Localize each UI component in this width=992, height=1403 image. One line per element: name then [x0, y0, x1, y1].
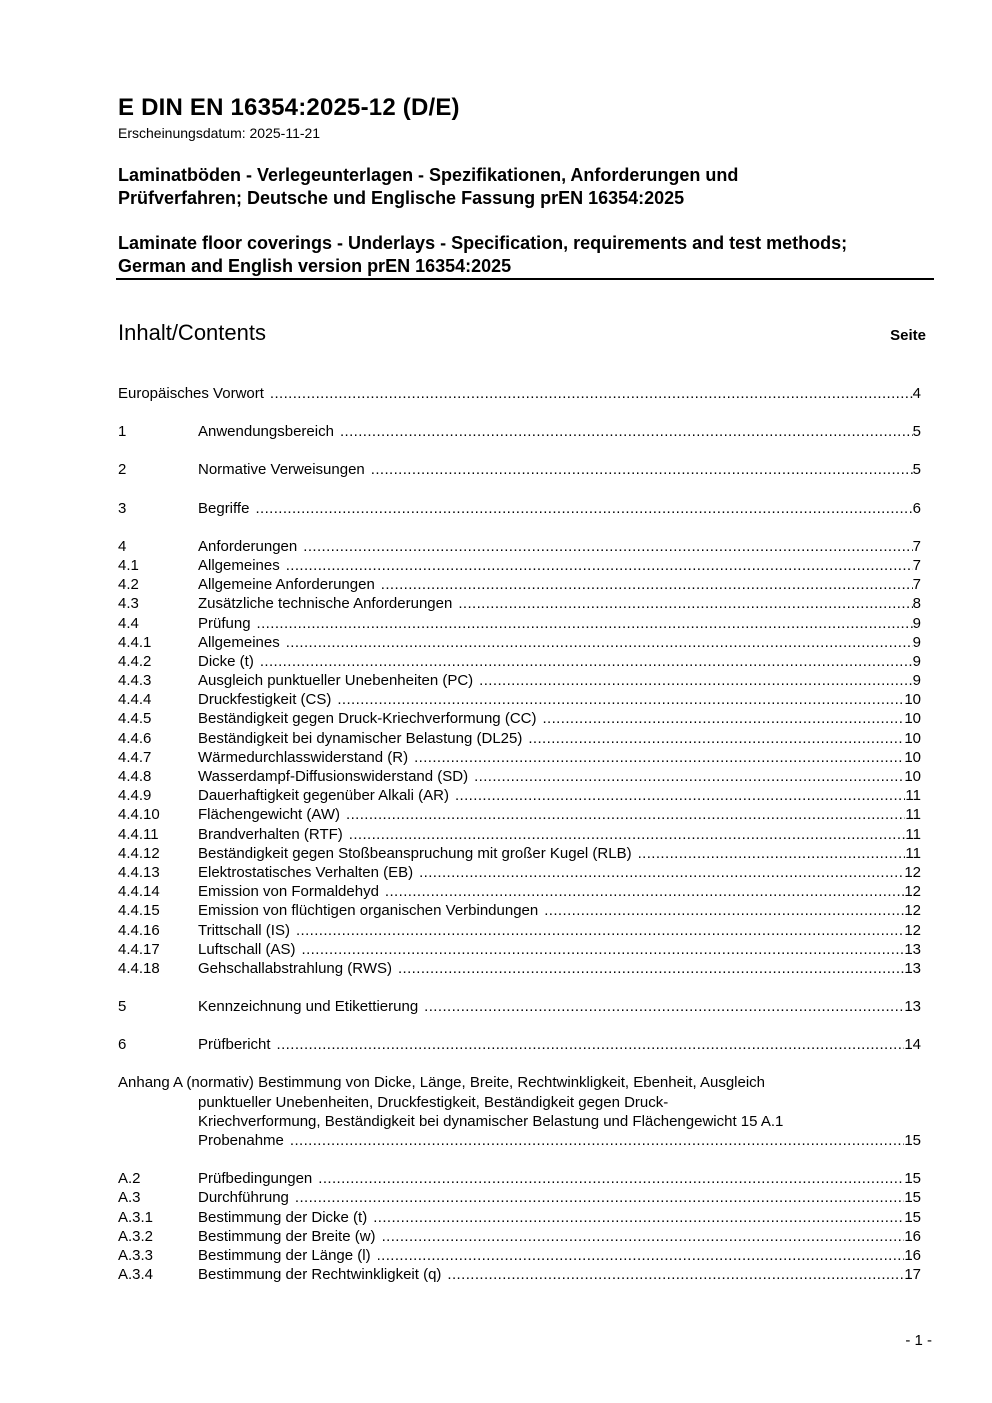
toc-entry-number: 4.4.12 — [118, 844, 160, 862]
toc-entry[interactable] — [118, 1169, 921, 1188]
toc-entry-page: 12 — [904, 883, 921, 901]
toc-entry-title: Durchführung — [198, 1189, 289, 1207]
toc-entry-page: 11 — [905, 844, 921, 862]
toc-entry-page: 10 — [904, 768, 921, 785]
toc-dot-leader — [449, 786, 905, 805]
toc-entry-title: Anwendungsbereich — [198, 423, 334, 441]
toc-entry-number: 4.4.11 — [118, 825, 159, 843]
toc-entry-page: 6 — [912, 499, 921, 517]
toc-entry[interactable] — [118, 959, 921, 978]
toc-entry-title: Beständigkeit gegen Druck-Kriechverformung (CC) — [198, 710, 537, 728]
toc-entry-page: 5 — [912, 461, 921, 479]
toc-entry[interactable] — [118, 863, 921, 882]
toc-entry-number: 4.4.15 — [118, 902, 160, 920]
toc-entry-page: 11 — [905, 787, 921, 805]
table-of-contents — [118, 384, 921, 1284]
toc-entry-title: Gehschallabstrahlung (RWS) — [198, 959, 392, 977]
toc-entry-title: Europäisches Vorwort — [118, 385, 264, 402]
annex-line-2: punktueller Unebenheiten, Druckfestigkeit, Beständigkeit gegen Druck- — [198, 1093, 669, 1111]
toc-entry-page: 9 — [912, 614, 921, 632]
toc-dot-leader — [392, 959, 904, 978]
toc-entry-number: 4.4.2 — [118, 652, 152, 670]
toc-entry-number: 4.4 — [118, 614, 139, 632]
toc-entry[interactable] — [118, 901, 921, 920]
toc-dot-leader — [367, 1208, 904, 1227]
annex-line-3: Kriechverformung, Beständigkeit bei dynamischer Belastung und Flächengewicht 15 A.1 — [198, 1112, 784, 1130]
toc-entry-title: Kennzeichnung und Etikettierung — [198, 998, 419, 1016]
toc-entry-title: Beständigkeit gegen Stoßbeanspruchung mit großer Kugel (RLB) — [198, 844, 632, 862]
toc-entry-page: 8 — [912, 595, 921, 613]
toc-dot-leader — [408, 748, 904, 767]
toc-entry-title: Brandverhalten (RTF) — [198, 825, 343, 843]
toc-entry-number: 4 — [118, 537, 127, 555]
annex-line-1: Anhang A (normativ) Bestimmung von Dicke, Länge, Breite, Rechtwinkligkeit, Ebenheit, Ausgleich — [118, 1074, 766, 1092]
toc-dot-leader — [468, 767, 904, 786]
toc-entry-title: Bestimmung der Länge (l) — [198, 1246, 371, 1264]
toc-entry-page: 9 — [912, 672, 921, 690]
toc-dot-leader — [379, 882, 904, 901]
page-column-label: Seite — [890, 327, 926, 344]
toc-entry-number: 2 — [118, 461, 127, 479]
toc-dot-leader — [249, 499, 912, 518]
toc-entry-page: 9 — [912, 652, 921, 670]
toc-entry[interactable] — [118, 537, 921, 556]
toc-entry[interactable] — [118, 556, 921, 575]
toc-entry[interactable] — [118, 671, 921, 690]
toc-entry-title: Bestimmung der Dicke (t) — [198, 1208, 368, 1226]
toc-entry-title: Beständigkeit bei dynamischer Belastung (DL25) — [198, 729, 523, 747]
toc-dot-leader — [375, 575, 913, 594]
publication-date: Erscheinungsdatum: 2025-11-21 — [118, 125, 321, 141]
toc-entry-page: 10 — [904, 729, 921, 747]
toc-dot-leader — [331, 690, 904, 709]
toc-dot-leader — [371, 1246, 905, 1265]
toc-dot-leader — [365, 460, 913, 479]
toc-entry-vorwort[interactable] — [118, 384, 921, 403]
toc-entry-page: 15 — [904, 1189, 921, 1207]
toc-entry-number: 4.4.17 — [118, 940, 160, 958]
page-number: - 1 - — [905, 1332, 932, 1349]
toc-entry[interactable] — [118, 1265, 921, 1284]
toc-entry[interactable] — [118, 1188, 921, 1207]
toc-dot-leader — [452, 594, 912, 613]
toc-entry-number: A.3.1 — [118, 1208, 154, 1226]
toc-entry-page: 7 — [912, 556, 921, 574]
toc-entry-page: 15 — [904, 1132, 921, 1149]
toc-dot-leader — [312, 1169, 904, 1188]
toc-dot-leader — [297, 537, 912, 556]
toc-entry-page: 12 — [904, 921, 921, 939]
toc-entry-page: 13 — [904, 998, 921, 1016]
toc-entry-title: Allgemeines — [198, 556, 280, 574]
toc-entry-number: 4.4.9 — [118, 787, 152, 805]
toc-entry-page: 10 — [904, 748, 921, 766]
toc-dot-leader — [632, 844, 906, 863]
toc-dot-leader — [334, 422, 913, 441]
toc-entry-number: 4.4.16 — [118, 921, 160, 939]
title-english-line-2: German and English version prEN 16354:2025 — [118, 256, 512, 276]
toc-entry-title: Ausgleich punktueller Unebenheiten (PC) — [198, 672, 474, 690]
title-german-line-2: Prüfverfahren; Deutsche und Englische Fassung prEN 16354:2025 — [118, 188, 685, 208]
toc-entry-title: Wärmedurchlasswiderstand (R) — [198, 748, 409, 766]
toc-entry-number: 5 — [118, 998, 127, 1016]
toc-entry[interactable] — [118, 690, 921, 709]
toc-entry[interactable] — [118, 422, 921, 441]
toc-entry-title: Dicke (t) — [198, 652, 254, 670]
toc-dot-leader — [536, 709, 904, 728]
toc-entry[interactable] — [118, 786, 921, 805]
toc-entry-number: 4.4.3 — [118, 672, 152, 690]
toc-entry-page: 15 — [904, 1170, 921, 1188]
toc-entry[interactable] — [118, 767, 921, 786]
toc-dot-leader — [251, 614, 913, 633]
toc-entry-number: 4.1 — [118, 556, 139, 574]
toc-entry-page: 16 — [904, 1227, 921, 1245]
toc-entry[interactable] — [118, 633, 921, 652]
toc-entry[interactable] — [118, 748, 921, 767]
toc-dot-leader — [280, 556, 913, 575]
toc-entry[interactable] — [118, 882, 921, 901]
toc-entry[interactable] — [118, 614, 921, 633]
toc-entry-title: Prüfung — [198, 614, 251, 632]
document-id: E DIN EN 16354:2025-12 (D/E) — [118, 94, 460, 121]
toc-dot-leader — [538, 901, 904, 920]
toc-entry-page: 15 — [904, 1208, 921, 1226]
toc-entry-title: Emission von Formaldehyd — [198, 883, 379, 901]
toc-entry-page: 7 — [912, 537, 921, 555]
contents-heading: Inhalt/Contents — [118, 320, 266, 345]
toc-entry-title: Allgemeine Anforderungen — [198, 576, 375, 594]
toc-entry-number: 4.4.7 — [118, 748, 152, 766]
toc-entry[interactable] — [118, 1035, 921, 1054]
toc-entry-number: A.3.4 — [118, 1266, 154, 1284]
toc-entry-number: 1 — [118, 423, 127, 441]
toc-entry-title: Flächengewicht (AW) — [198, 806, 340, 824]
toc-entry-page: 9 — [912, 633, 921, 651]
toc-dot-leader — [522, 729, 904, 748]
toc-entry-page: 13 — [904, 959, 921, 977]
toc-entry-number: 4.2 — [118, 576, 139, 594]
toc-entry-page: 5 — [912, 423, 921, 441]
toc-entry-page: 4 — [912, 385, 921, 402]
toc-entry[interactable] — [118, 997, 921, 1016]
toc-entry-page: 17 — [904, 1266, 921, 1284]
toc-entry-page: 10 — [904, 710, 921, 728]
title-divider — [116, 278, 934, 280]
toc-dot-leader — [289, 1188, 904, 1207]
toc-entry-number: 6 — [118, 1036, 127, 1054]
toc-dot-leader — [271, 1035, 905, 1054]
toc-entry-number: 4.4.5 — [118, 710, 152, 728]
toc-entry-number: 3 — [118, 499, 127, 517]
toc-dot-leader — [376, 1227, 905, 1246]
toc-dot-leader — [284, 1131, 904, 1150]
toc-entry-title: Probenahme — [198, 1132, 284, 1149]
toc-entry-number: 4.3 — [118, 595, 139, 613]
toc-entry[interactable] — [118, 499, 921, 518]
toc-entry-annex-a[interactable] — [118, 1073, 921, 1150]
toc-entry[interactable] — [118, 709, 921, 728]
toc-entry-number: A.3.3 — [118, 1246, 154, 1264]
toc-entry[interactable] — [118, 575, 921, 594]
toc-entry-number: A.3.2 — [118, 1227, 154, 1245]
toc-entry-title: Trittschall (IS) — [198, 921, 290, 939]
toc-dot-leader — [413, 863, 904, 882]
toc-entry[interactable] — [118, 594, 921, 613]
toc-entry-title: Druckfestigkeit (CS) — [198, 691, 332, 709]
toc-entry[interactable] — [118, 921, 921, 940]
toc-entry-title: Elektrostatisches Verhalten (EB) — [198, 863, 414, 881]
toc-entry-title: Allgemeines — [198, 633, 280, 651]
toc-entry-page: 12 — [904, 863, 921, 881]
toc-dot-leader — [296, 940, 905, 959]
toc-entry-number: 4.4.1 — [118, 633, 152, 651]
title-english-line-1: Laminate floor coverings - Underlays - Specification, requirements and test methods; — [118, 233, 848, 253]
toc-entry-number: A.2 — [118, 1170, 141, 1188]
toc-entry-title: Normative Verweisungen — [198, 461, 365, 479]
toc-dot-leader — [254, 652, 913, 671]
toc-entry[interactable] — [118, 825, 921, 844]
toc-entry[interactable] — [118, 729, 921, 748]
toc-entry-title: Begriffe — [198, 499, 250, 517]
toc-dot-leader — [290, 921, 904, 940]
toc-entry-page: 10 — [904, 691, 921, 709]
toc-entry[interactable] — [118, 1246, 921, 1265]
toc-dot-leader — [340, 805, 905, 824]
toc-entry-number: 4.4.10 — [118, 806, 160, 824]
toc-entry-number: 4.4.8 — [118, 768, 152, 785]
toc-entry-page: 11 — [905, 825, 921, 843]
toc-entry[interactable] — [118, 805, 921, 824]
toc-dot-leader — [418, 997, 904, 1016]
toc-entry[interactable] — [118, 844, 921, 863]
toc-entry-title: Wasserdampf-Diffusionswiderstand (SD) — [198, 768, 469, 785]
toc-entry[interactable] — [118, 1227, 921, 1246]
toc-entry-title: Zusätzliche technische Anforderungen — [198, 595, 453, 613]
toc-entry-number: 4.4.4 — [118, 691, 152, 709]
toc-entry-number: 4.4.14 — [118, 883, 160, 901]
toc-dot-leader — [264, 384, 913, 403]
toc-entry-title: Prüfbedingungen — [198, 1170, 313, 1188]
toc-dot-leader — [343, 825, 906, 844]
title-english — [118, 232, 938, 278]
toc-entry-title: Luftschall (AS) — [198, 940, 296, 958]
toc-dot-leader — [441, 1265, 904, 1284]
toc-entry-page: 13 — [904, 940, 921, 958]
toc-entry-title: Dauerhaftigkeit gegenüber Alkali (AR) — [198, 787, 449, 805]
toc-entry[interactable] — [118, 460, 921, 479]
toc-entry-page: 7 — [912, 576, 921, 594]
toc-entry-page: 11 — [905, 806, 921, 824]
toc-entry-number: 4.4.6 — [118, 729, 152, 747]
toc-entry-page: 14 — [904, 1036, 921, 1054]
toc-entry-number: 4.4.18 — [118, 959, 160, 977]
toc-entry-title: Anforderungen — [198, 537, 298, 555]
toc-entry-title: Bestimmung der Rechtwinkligkeit (q) — [198, 1266, 442, 1284]
toc-entry[interactable] — [118, 940, 921, 959]
toc-dot-leader — [280, 633, 913, 652]
toc-entry-title: Emission von flüchtigen organischen Verbindungen — [198, 902, 539, 920]
toc-entry-number: A.3 — [118, 1189, 141, 1207]
title-german-line-1: Laminatböden - Verlegeunterlagen - Spezifikationen, Anforderungen und — [118, 165, 739, 185]
toc-dot-leader — [473, 671, 912, 690]
toc-entry-page: 16 — [904, 1246, 921, 1264]
toc-entry-title: Prüfbericht — [198, 1036, 271, 1054]
toc-entry-number: 4.4.13 — [118, 863, 160, 881]
title-german — [118, 164, 938, 210]
toc-entry[interactable] — [118, 1208, 921, 1227]
toc-entry-title: Bestimmung der Breite (w) — [198, 1227, 376, 1245]
toc-entry[interactable] — [118, 652, 921, 671]
toc-entry-page: 12 — [904, 902, 921, 920]
